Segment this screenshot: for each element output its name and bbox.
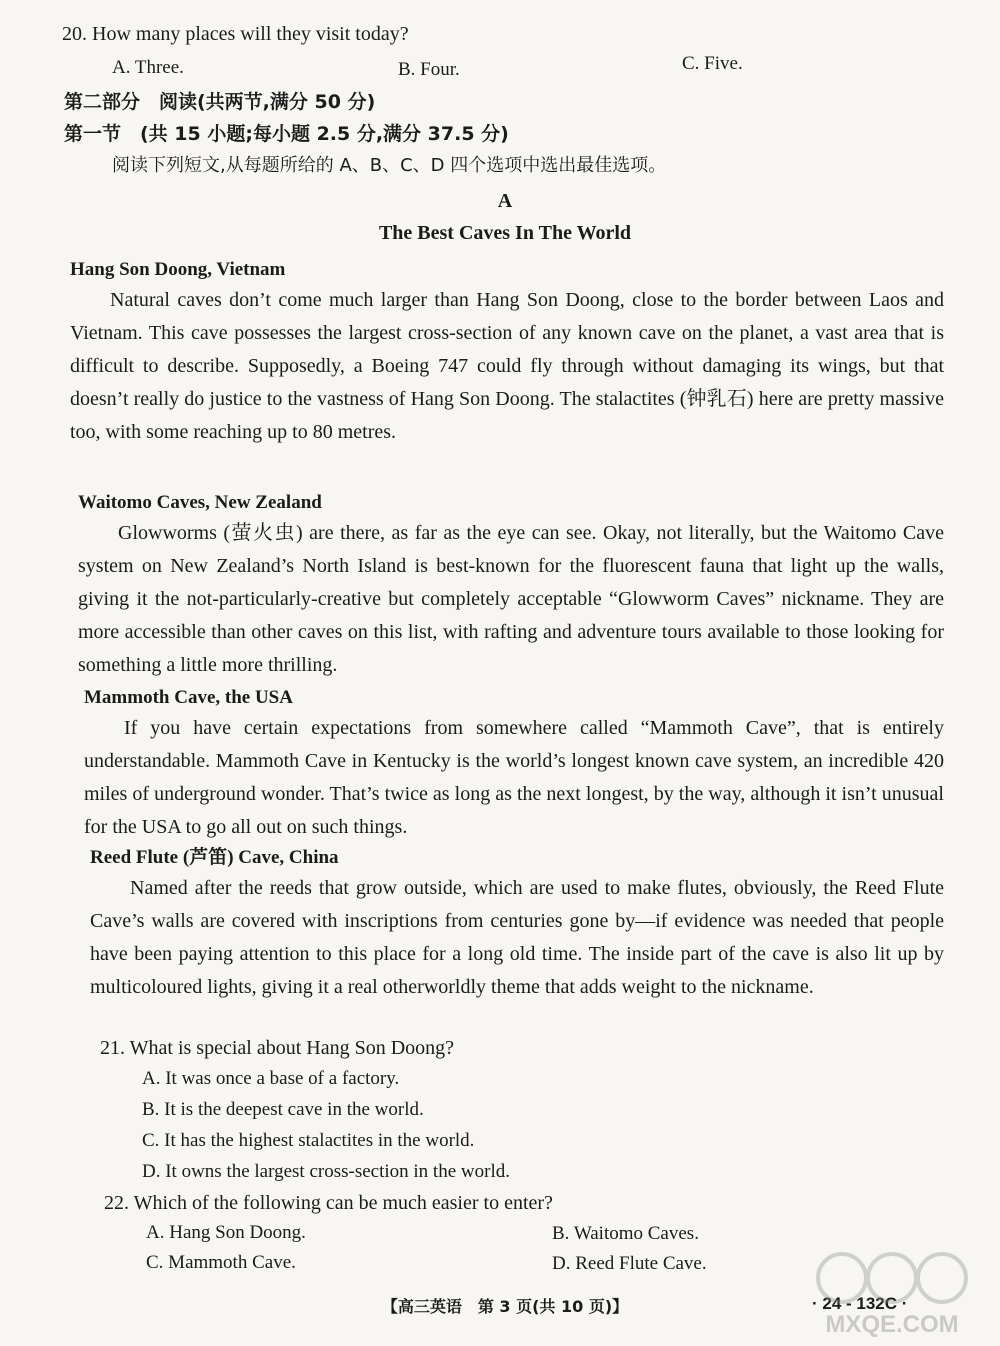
q22-option-c: C. Mammoth Cave. [146, 1252, 296, 1273]
reading-instructions: 阅读下列短文,从每题所给的 A、B、C、D 四个选项中选出最佳选项。 [112, 155, 667, 176]
section-mammoth-cave [84, 684, 944, 844]
section-text: Glowworms (萤火虫) are there, as far as the eye can see. Okay, not literally, but the Waitomo Cave system on New Zealand’s North Island is best-known for the fluorescent fauna that light up the walls, giving it the not-particularly-creative but completely acceptable “Glowworm Caves” nickname. They are more accessible than other caves on this list, with rafting and adventure tours available to those looking for something a little more thrilling. [78, 522, 944, 676]
q20-option-c: C. Five. [682, 53, 743, 74]
passage-label: A [497, 190, 513, 212]
question-20-stem: 20. How many places will they visit today? [62, 23, 409, 45]
section-text: Named after the reeds that grow outside, which are used to make flutes, obviously, the Reed Flute Cave’s walls are covered with inscriptions from centuries gone by—if evidence was needed that people have been paying attention to this place for a long old time. The inside part of the cave is also lit up by multicoloured lights, giving it a real otherworldly theme that adds weight to the nickname. [90, 877, 944, 998]
q22-option-a: A. Hang Son Doong. [146, 1222, 306, 1243]
section-heading: Hang Son Doong, Vietnam [70, 259, 286, 280]
part-2-header: 第二部分 阅读(共两节,满分 50 分) [64, 91, 376, 113]
section-reed-flute-cave [90, 844, 944, 1004]
q21-option-a: A. It was once a base of a factory. [142, 1068, 400, 1089]
page-code: · 24 - 132C · [812, 1294, 908, 1313]
question-21-stem: 21. What is special about Hang Son Doong? [100, 1037, 455, 1059]
q21-option-b: B. It is the deepest cave in the world. [142, 1099, 424, 1120]
watermark-logo [802, 1248, 982, 1340]
section-heading: Mammoth Cave, the USA [84, 687, 293, 708]
q22-option-d: D. Reed Flute Cave. [552, 1253, 707, 1274]
watermark-text: MXQE.COM [825, 1311, 959, 1338]
q21-option-c: C. It has the highest stalactites in the world. [142, 1130, 475, 1151]
q22-option-b: B. Waitomo Caves. [552, 1223, 699, 1244]
question-22-stem: 22. Which of the following can be much easier to enter? [104, 1192, 553, 1214]
q20-option-b: B. Four. [398, 59, 460, 80]
passage-title: The Best Caves In The World [378, 222, 632, 244]
page-footer: 【高三英语 第 3 页(共 10 页)】 [381, 1297, 629, 1316]
section-heading: Waitomo Caves, New Zealand [78, 492, 322, 513]
section-text: Natural caves don’t come much larger than Hang Son Doong, close to the border between Laos and Vietnam. This cave possesses the largest cross-section of any known cave on the planet, a vast area that is difficult to describe. Supposedly, a Boeing 747 could fly through without damaging its wings, but that doesn’t really do justice to the vastness of Hang Son Doong. The stalactites (钟乳石) here are pretty massive too, with some reaching up to 80 metres. [70, 289, 944, 443]
section-1-header: 第一节 (共 15 小题;每小题 2.5 分,满分 37.5 分) [64, 123, 509, 145]
q21-option-d: D. It owns the largest cross-section in the world. [142, 1161, 510, 1182]
section-hang-son-doong [70, 256, 944, 449]
section-waitomo-caves [78, 489, 944, 682]
section-text: If you have certain expectations from somewhere called “Mammoth Cave”, that is entirely understandable. Mammoth Cave in Kentucky is the world’s longest known cave system, an incredible 420 miles of underground wonder. That’s twice as long as the next longest, by the way, although it isn’t unusual for the USA to go all out on such things. [84, 717, 944, 838]
section-heading: Reed Flute (芦笛) Cave, China [90, 847, 339, 868]
q20-option-a: A. Three. [112, 57, 184, 78]
